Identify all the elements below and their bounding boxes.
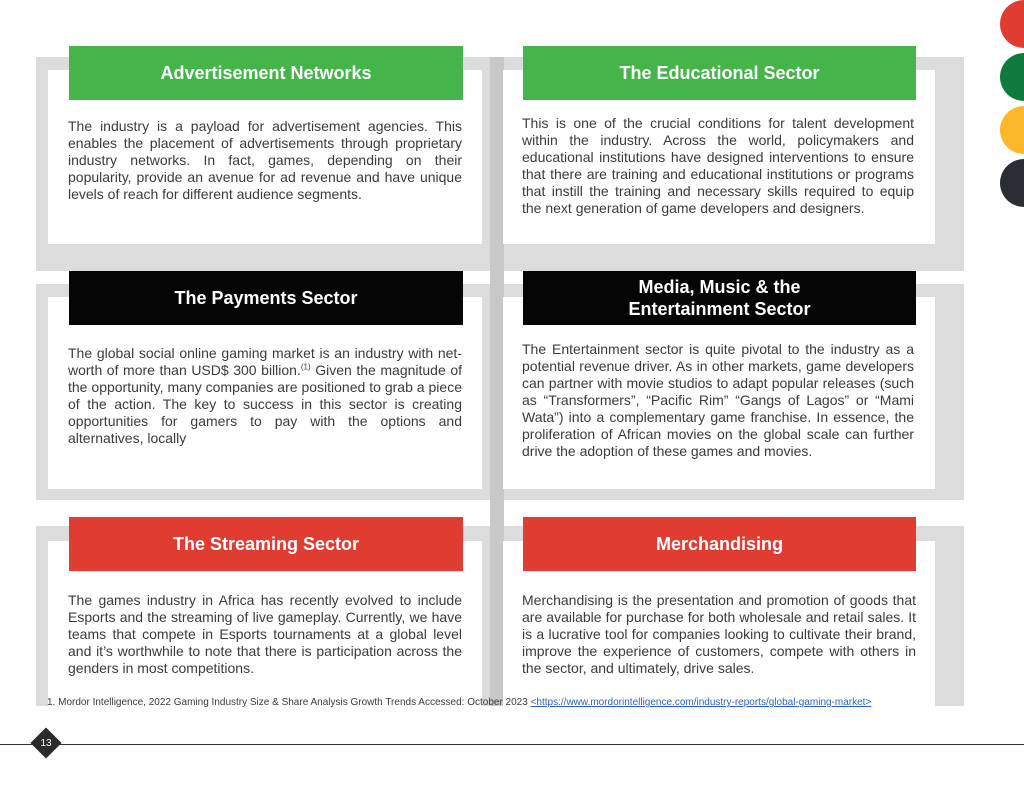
section-title-media bbox=[523, 271, 916, 325]
footnote-reference: (1) bbox=[300, 362, 311, 372]
footer-rule bbox=[0, 744, 1024, 745]
section-body-educational: This is one of the crucial conditions for talent development within the industry. Across the world, policymakers and educational institutions have designed interventions to ensure that there are training and educational institutions or programs that instill the training and necessary skills required to equip the next generation of game developers and designers. bbox=[522, 115, 914, 216]
section-title-educational bbox=[523, 46, 916, 100]
section-title-text: The Payments Sector bbox=[174, 288, 358, 308]
section-title-advertisement bbox=[69, 46, 463, 100]
decorative-dark-dot bbox=[1000, 159, 1024, 207]
footnote-link[interactable]: <https://www.mordorintelligence.com/industry-reports/global-gaming-market> bbox=[530, 697, 872, 708]
section-title-text: Advertisement Networks bbox=[160, 63, 372, 83]
footnote bbox=[47, 697, 871, 708]
payments-body-part2: Given the magnitude of the opportunity, many companies are positioned to grab a piece of the action. The key to success in this sector is creating opportunities for gamers to pay with the options and alternatives, locally bbox=[68, 362, 462, 446]
page-number: 13 bbox=[40, 737, 52, 749]
column-divider bbox=[490, 57, 504, 706]
section-title-merchandising bbox=[523, 517, 916, 571]
section-body-advertisement: The industry is a payload for advertisement agencies. This enables the placement of advertisements through proprietary industry networks. In fact, games, depending on their popularity, provide an avenue for ad revenue and have unique levels of reach for different audience segments. bbox=[68, 118, 462, 202]
footnote-text: 1. Mordor Intelligence, 2022 Gaming Industry Size & Share Analysis Growth Trends Accessed: October 2023 bbox=[47, 697, 531, 708]
section-body-payments bbox=[68, 345, 462, 447]
section-body-streaming: The games industry in Africa has recently evolved to include Esports and the streaming of live gameplay. Currently, we have teams that compete in Esports tournaments at a global level and it’s worthwhile to note that there is participation across the genders in most competitions. bbox=[68, 592, 462, 676]
section-title-line1: Media, Music & the bbox=[638, 277, 801, 297]
section-title-line2: Entertainment Sector bbox=[628, 299, 811, 319]
decorative-green-dot bbox=[1000, 53, 1024, 101]
section-body-merchandising: Merchandising is the presentation and promotion of goods that are available for purchase for both wholesale and retail sales. It is a lucrative tool for companies looking to cultivate their brand, improve the experience of customers, compete with others in the sector, and ultimately, drive sales. bbox=[522, 592, 916, 676]
section-title-streaming bbox=[69, 517, 463, 571]
decorative-red-dot bbox=[1000, 0, 1024, 48]
payments-body-part1: The global social online gaming market is an industry with net-worth of more than USD$ 300 billion. bbox=[68, 345, 462, 378]
section-title-payments bbox=[69, 271, 463, 325]
decorative-yellow-dot bbox=[1000, 106, 1024, 154]
section-title-text: The Educational Sector bbox=[619, 63, 820, 83]
section-body-media: The Entertainment sector is quite pivotal to the industry as a potential revenue driver. As in other markets, game developers can partner with movie studios to adapt popular releases (such as “Transformers”, “Pacific Rim” “Gangs of Lagos” or “Mami Wata”) into a complementary game franchise. In essence, the proliferation of African movies on the global scale can further drive the adoption of these games and movies. bbox=[522, 341, 914, 459]
section-title-text: Merchandising bbox=[655, 534, 784, 554]
section-title-text: The Streaming Sector bbox=[172, 534, 360, 554]
